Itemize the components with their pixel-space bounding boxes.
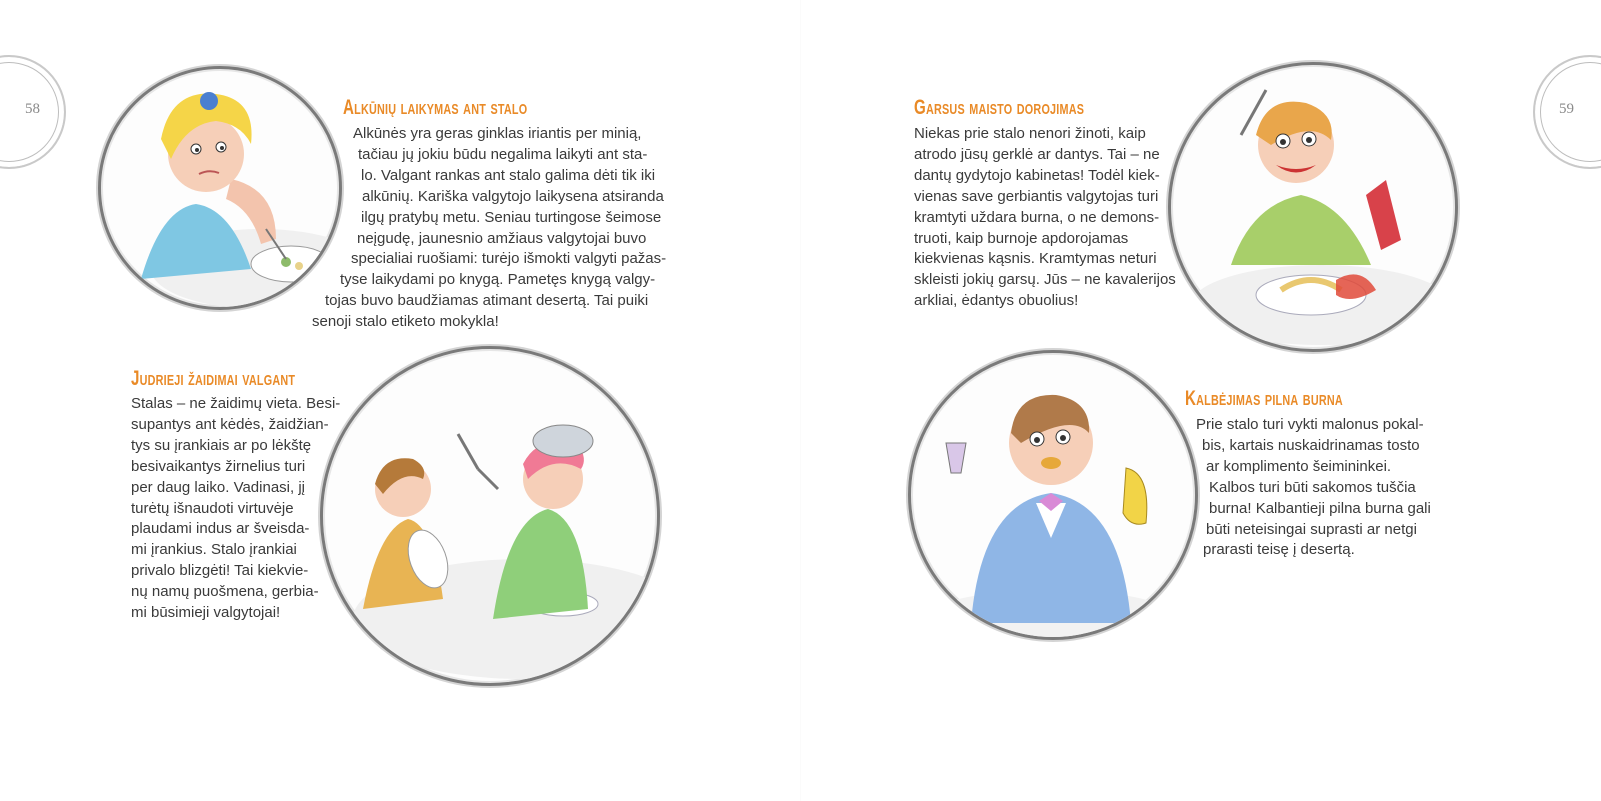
games-line: mi būsimieji valgytojai! <box>131 604 281 622</box>
talking-line: prarasti teisę į desertą. <box>1203 541 1355 559</box>
talking-paragraph <box>0 415 1601 561</box>
page-number-left: 58 <box>25 101 40 117</box>
games-line: nų namų puošmena, gerbia- <box>131 583 319 601</box>
games-line: per daug laiko. Vadinasi, jį <box>131 478 305 496</box>
elbows-line: senoji stalo etiketo mokykla! <box>312 313 499 331</box>
noise-paragraph <box>914 124 1174 312</box>
elbows-line: specialiai ruošiami: turėjo išmokti valgyti pažas- <box>351 250 667 268</box>
games-line: mi įrankius. Stalo įrankiai <box>131 541 297 559</box>
elbows-line: Alkūnės yra geras ginklas iriantis per minią, <box>353 125 642 142</box>
elbows-line: tyse laikydami po knygą. Pametęs knygą valgy- <box>340 271 656 289</box>
talking-line: Kalbos turi būti sakomos tuščia <box>1209 478 1416 496</box>
noise-line: skleisti jokių garsų. Jūs – ne kavalerijos <box>914 271 1176 289</box>
games-heading: Judrieji žaidimai valgant <box>131 367 296 390</box>
noise-line: Niekas prie stalo nenori žinoti, kaip <box>914 125 1146 142</box>
talking-line: Prie stalo turi vykti malonus pokal- <box>1196 416 1424 433</box>
talking-line: burna! Kalbantieji pilna burna gali <box>1209 499 1431 517</box>
noise-heading: Garsus maisto dorojimas <box>914 96 1085 119</box>
page-number-right: 59 <box>1559 101 1574 117</box>
games-line: besivaikantys žirnelius turi <box>131 457 306 475</box>
talking-line: ar komplimento šeimininkei. <box>1206 457 1392 475</box>
games-line: plaudami indus ar šveisda- <box>131 520 310 538</box>
elbows-line: neįgudę, jaunesnio amžiaus valgytojai buvo <box>357 229 647 247</box>
noise-line: truoti, kaip burnoje apdorojamas <box>914 229 1129 247</box>
elbows-line: lo. Valgant rankas ant stalo galima dėti tik iki <box>361 166 656 184</box>
games-line: Stalas – ne žaidimų vieta. Besi- <box>131 395 341 412</box>
games-line: supantys ant kėdės, žaidžian- <box>131 415 329 433</box>
talking-heading: Kalbėjimas pilna burna <box>1185 387 1343 410</box>
page-number-right-badge <box>1533 55 1601 169</box>
noise-line: kiekvienas kąsnis. Kramtymas neturi <box>914 250 1157 268</box>
boy-spaghetti-drawing <box>1171 65 1455 349</box>
elbows-paragraph <box>0 124 700 333</box>
talking-line: bis, kartais nuskaidrinamas tosto <box>1202 436 1420 454</box>
noise-line: atrodo jūsų gerklė ar dantys. Tai – ne <box>914 145 1160 163</box>
games-line: turėtų išnaudoti virtuvėje <box>131 499 294 517</box>
noise-line: vienas save gerbiantis valgytojas turi <box>914 187 1159 205</box>
noise-line: kramtyti uždara burna, o ne demons- <box>914 208 1160 226</box>
book-spine <box>800 0 801 801</box>
elbows-heading: Alkūnių laikymas ant stalo <box>343 96 528 119</box>
elbows-line: alkūnių. Kariška valgytojo laikysena atsiranda <box>362 187 664 205</box>
talking-line: būti neteisingai suprasti ar netgi <box>1206 520 1417 538</box>
elbows-line: ilgų pratybų metu. Seniau turtingose šeimose <box>361 208 662 226</box>
elbows-line: tačiau jų jokiu būdu negalima laikyti ant sta- <box>358 145 648 163</box>
games-line: privalo blizgėti! Tai kiekvie- <box>131 562 309 580</box>
noise-line: dantų gydytojo kabinetas! Todėl kiek- <box>914 166 1160 184</box>
boy-spaghetti-illustration <box>1168 62 1458 352</box>
noise-line: arkliai, ėdantys obuolius! <box>914 292 1079 310</box>
games-line: tys su įrankiais ar po lėkštę <box>131 436 312 454</box>
elbows-line: tojas buvo baudžiamas atimant desertą. Tai puiki <box>325 292 649 310</box>
